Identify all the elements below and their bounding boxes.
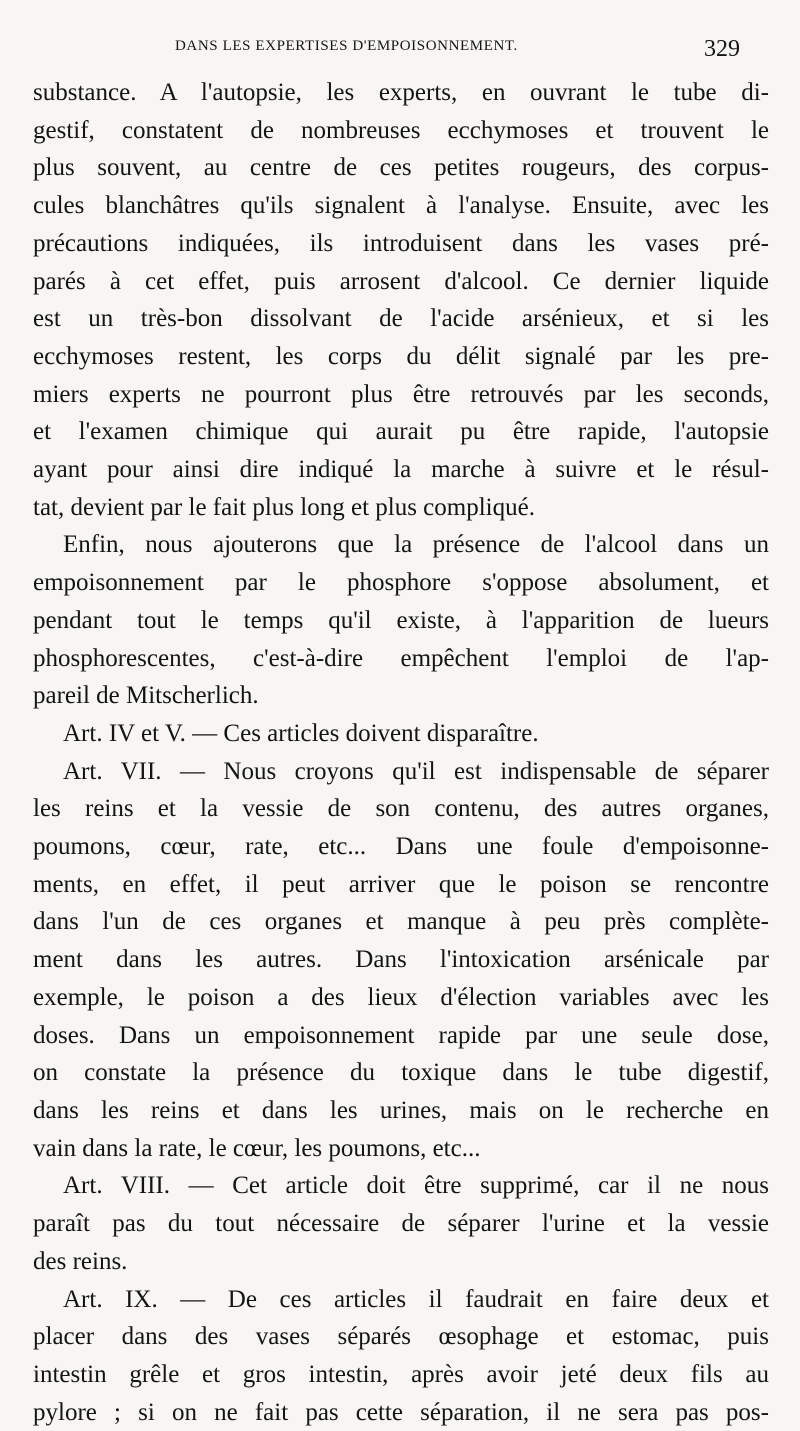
- text-line: on constate la présence du toxique dans le tube digestif,: [33, 1059, 769, 1087]
- text-line: ment dans les autres. Dans l'intoxication arsénicale par: [33, 946, 769, 974]
- text-line: parés à cet effet, puis arrosent d'alcool. Ce dernier liquide: [33, 267, 769, 295]
- text-line: phosphorescentes, c'est-à-dire empêchent l'emploi de l'ap-: [33, 644, 769, 672]
- running-title: DANS LES EXPERTISES D'EMPOISONNEMENT.: [175, 38, 518, 54]
- text-line: gestif, constatent de nombreuses ecchymoses et trouvent le: [33, 116, 769, 144]
- text-line: cules blanchâtres qu'ils signalent à l'analyse. Ensuite, avec les: [33, 192, 769, 220]
- text-line: doses. Dans un empoisonnement rapide par une seule dose,: [33, 1021, 769, 1049]
- text-line: pareil de Mitscherlich.: [33, 682, 259, 710]
- text-line: Art. IV et V. — Ces articles doivent disparaître.: [63, 719, 539, 747]
- text-line: ments, en effet, il peut arriver que le poison se rencontre: [33, 870, 769, 898]
- text-line: les reins et la vessie de son contenu, des autres organes,: [33, 795, 769, 823]
- text-line: Art. IX. — De ces articles il faudrait en faire deux et: [63, 1285, 769, 1313]
- page-header: [0, 36, 800, 66]
- text-line: précautions indiquées, ils introduisent dans les vases pré-: [33, 229, 769, 257]
- text-line: empoisonnement par le phosphore s'oppose absolument, et: [33, 569, 769, 597]
- text-line: pylore ; si on ne fait pas cette séparation, il ne sera pas pos-: [33, 1398, 769, 1426]
- text-line: placer dans des vases séparés œsophage et estomac, puis: [33, 1323, 769, 1351]
- text-line: est un très-bon dissolvant de l'acide arsénieux, et si les: [33, 305, 769, 333]
- text-line: miers experts ne pourront plus être retrouvés par les seconds,: [33, 380, 769, 408]
- text-line: paraît pas du tout nécessaire de séparer l'urine et la vessie: [33, 1210, 769, 1238]
- text-line: Art. VII. — Nous croyons qu'il est indispensable de séparer: [63, 757, 769, 785]
- page-number: 329: [704, 36, 740, 62]
- text-line: intestin grêle et gros intestin, après avoir jeté deux fils au: [33, 1360, 769, 1388]
- text-line: pendant tout le temps qu'il existe, à l'apparition de lueurs: [33, 606, 769, 634]
- text-line: Art. VIII. — Cet article doit être supprimé, car il ne nous: [63, 1172, 769, 1200]
- text-line: ayant pour ainsi dire indiqué la marche à suivre et le résul-: [33, 456, 769, 484]
- text-line: ecchymoses restent, les corps du délit signalé par les pre-: [33, 342, 769, 370]
- text-line: dans les reins et dans les urines, mais on le recherche en: [33, 1096, 769, 1124]
- text-line: substance. A l'autopsie, les experts, en ouvrant le tube di-: [33, 79, 769, 106]
- text-line: tat, devient par le fait plus long et plus compliqué.: [33, 493, 535, 521]
- text-line: vain dans la rate, le cœur, les poumons, etc...: [33, 1134, 481, 1162]
- text-line: exemple, le poison a des lieux d'élection variables avec les: [33, 983, 769, 1011]
- text-line: plus souvent, au centre de ces petites rougeurs, des corpus-: [33, 154, 769, 182]
- text-line: Enfin, nous ajouterons que la présence de l'alcool dans un: [63, 531, 769, 559]
- body-text: [33, 74, 769, 1431]
- text-line: et l'examen chimique qui aurait pu être rapide, l'autopsie: [33, 418, 769, 446]
- text-line: dans l'un de ces organes et manque à peu près complète-: [33, 908, 769, 936]
- text-line: des reins.: [33, 1247, 128, 1275]
- text-line: poumons, cœur, rate, etc... Dans une foule d'empoisonne-: [33, 833, 769, 861]
